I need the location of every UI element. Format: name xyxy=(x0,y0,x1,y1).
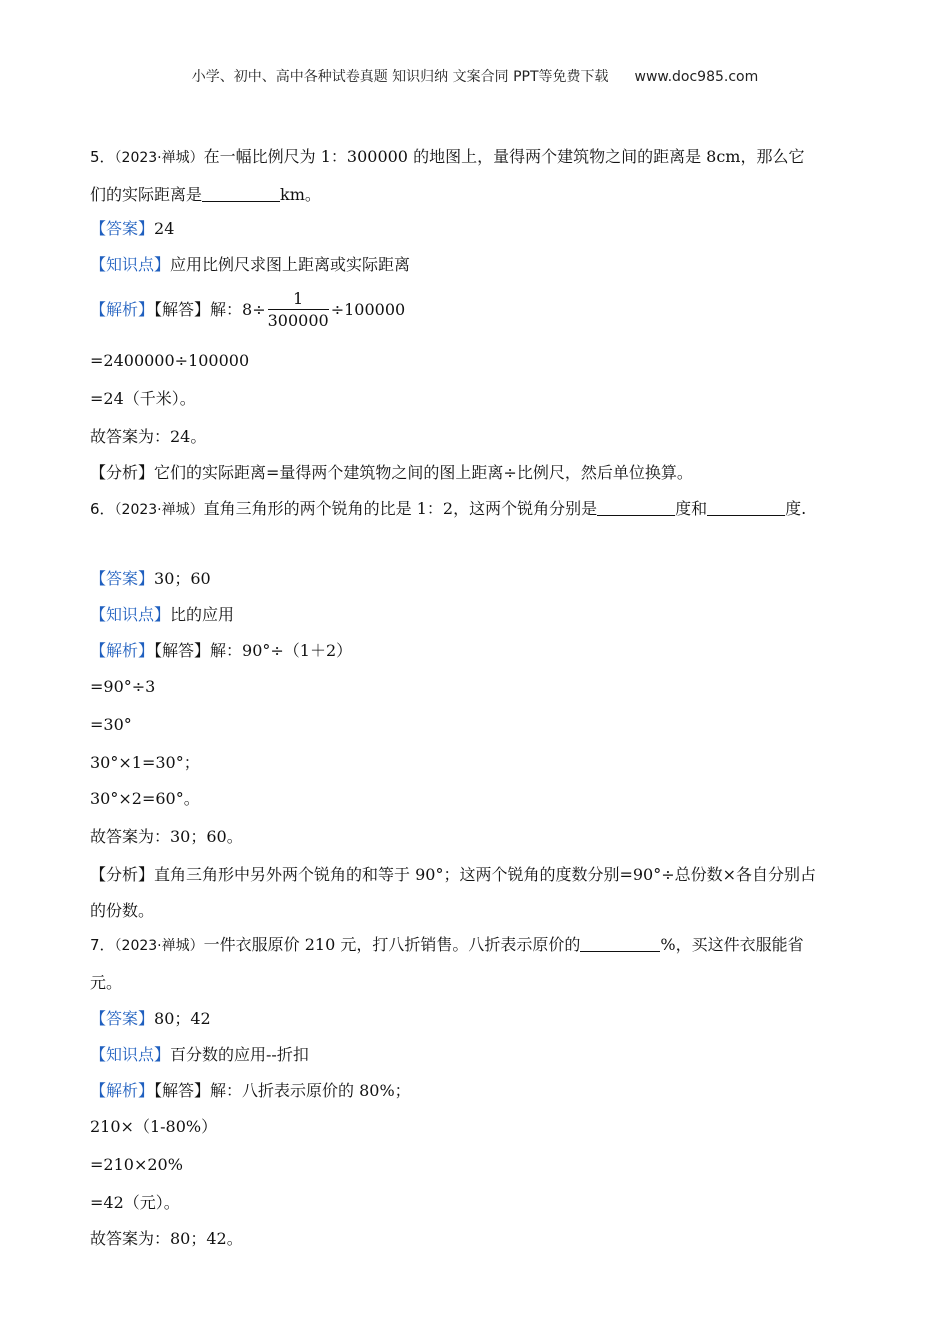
q5-step: =2400000÷100000 xyxy=(90,351,250,370)
q6-number: 6． xyxy=(90,500,115,518)
q6-kp-value: 比的应用 xyxy=(170,605,235,624)
q6-knowledge xyxy=(90,604,234,626)
q6-answer xyxy=(90,568,211,590)
q6-solution xyxy=(90,640,352,662)
q5-fraction xyxy=(268,289,329,332)
q5-line-2 xyxy=(90,184,321,206)
q7-text-1b: %，买这件衣服能省 xyxy=(660,935,804,954)
q7-sol-value: 【解答】解：八折表示原价的 80%； xyxy=(154,1081,411,1100)
q7-kp-tag: 【知识点】 xyxy=(90,1045,171,1064)
q5-blank xyxy=(202,185,280,202)
q6-line-1 xyxy=(90,498,806,521)
q7-answer xyxy=(90,1008,211,1030)
q5-fraction-numerator: 1 xyxy=(268,289,329,310)
q5-sol-suffix: ÷100000 xyxy=(330,300,406,319)
q7-sol-tag: 【解析】 xyxy=(90,1081,155,1100)
q7-source: （2023·禅城） xyxy=(114,938,204,954)
q5-knowledge xyxy=(90,254,410,276)
q6-answer-value: 30；60 xyxy=(154,569,211,588)
q7-kp-value: 百分数的应用--折扣 xyxy=(170,1045,309,1064)
q6-an-tag: 【分析】 xyxy=(90,865,155,884)
q7-answer-tag: 【答案】 xyxy=(90,1009,155,1028)
q6-step: =30° xyxy=(90,715,132,734)
q7-blank xyxy=(580,935,660,952)
q7-line-2: 元。 xyxy=(90,973,123,992)
q6-blank-2 xyxy=(707,499,785,516)
q5-sol-tag: 【解析】 xyxy=(90,300,155,319)
q6-text-1: 直角三角形的两个锐角的比是 1：2，这两个锐角分别是 xyxy=(203,499,598,518)
q5-kp-value: 应用比例尺求图上距离或实际距离 xyxy=(170,255,411,274)
header-site: www.doc985.com xyxy=(634,69,759,85)
q5-solution xyxy=(90,288,405,332)
q7-solution xyxy=(90,1080,411,1102)
q6-text-end: 度. xyxy=(785,499,807,518)
q7-step: 210×（1-80%） xyxy=(90,1117,218,1136)
q5-text-2a: 们的实际距离是 xyxy=(90,185,203,204)
q6-blank-1 xyxy=(597,499,675,516)
q6-sol-tag: 【解析】 xyxy=(90,641,155,660)
q5-step: 故答案为：24。 xyxy=(90,427,207,446)
q5-fraction-denominator: 300000 xyxy=(267,311,329,330)
q5-answer-tag: 【答案】 xyxy=(90,219,155,238)
q5-text-1: 在一幅比例尺为 1：300000 的地图上，量得两个建筑物之间的距离是 8cm，那么它 xyxy=(203,147,805,166)
q6-analysis-2: 的份数。 xyxy=(90,901,155,920)
q6-step: 故答案为：30；60。 xyxy=(90,827,243,846)
q7-text-1a: 一件衣服原价 210 元，打八折销售。八折表示原价的 xyxy=(203,935,581,954)
q5-an-value: 它们的实际距离=量得两个建筑物之间的图上距离÷比例尺，然后单位换算。 xyxy=(154,463,693,482)
q7-step: =42（元）。 xyxy=(90,1193,180,1212)
page-header xyxy=(0,66,950,86)
header-text: 小学、初中、高中各种试卷真题 知识归纳 文案合同 PPT等免费下载 xyxy=(191,69,609,85)
q6-text-mid: 度和 xyxy=(675,499,708,518)
q6-source: （2023·禅城） xyxy=(114,502,204,518)
q6-an-value-1: 直角三角形中另外两个锐角的和等于 90°；这两个锐角的度数分别=90°÷总份数×各自分别占 xyxy=(154,865,817,884)
q7-answer-value: 80；42 xyxy=(154,1009,211,1028)
q5-line-1 xyxy=(90,146,804,169)
q5-answer xyxy=(90,218,174,240)
q7-step: =210×20% xyxy=(90,1155,183,1174)
q5-text-2b: km。 xyxy=(280,185,321,204)
q6-analysis-1 xyxy=(90,864,816,886)
q6-step: 30°×1=30°； xyxy=(90,753,200,772)
q5-an-tag: 【分析】 xyxy=(90,463,155,482)
q5-number: 5． xyxy=(90,148,115,166)
q7-step: 故答案为：80；42。 xyxy=(90,1229,243,1248)
q6-sol-value: 【解答】解：90°÷（1＋2） xyxy=(154,641,353,660)
q5-answer-value: 24 xyxy=(154,219,175,238)
q7-line-1 xyxy=(90,934,804,957)
q5-analysis xyxy=(90,462,693,484)
q6-step: 30°×2=60°。 xyxy=(90,789,200,808)
q5-source: （2023·禅城） xyxy=(114,150,204,166)
q5-kp-tag: 【知识点】 xyxy=(90,255,171,274)
q6-kp-tag: 【知识点】 xyxy=(90,605,171,624)
q5-step: =24（千米）。 xyxy=(90,389,196,408)
q5-sol-prefix: 【解答】解：8÷ xyxy=(154,300,266,319)
q7-number: 7． xyxy=(90,936,115,954)
q7-knowledge xyxy=(90,1044,309,1066)
q6-step: =90°÷3 xyxy=(90,677,156,696)
q6-answer-tag: 【答案】 xyxy=(90,569,155,588)
